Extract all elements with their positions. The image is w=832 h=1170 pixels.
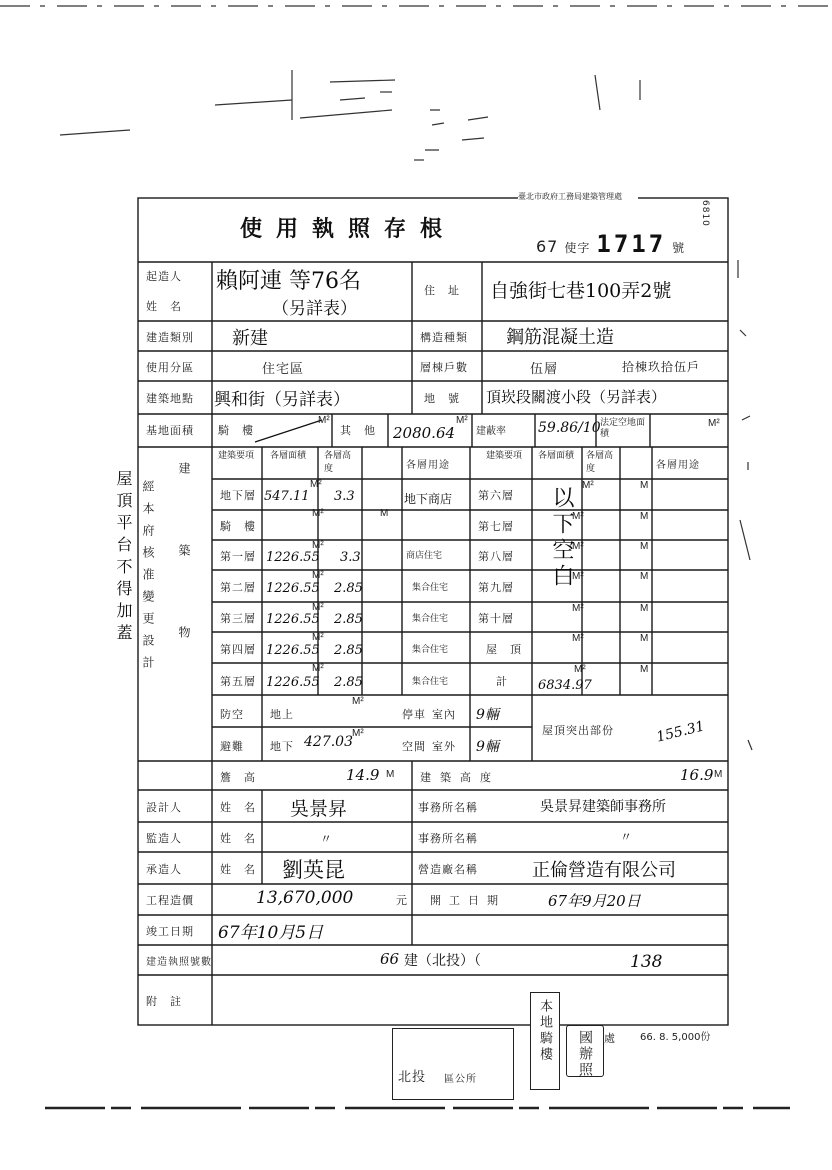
- label-eaves-height: 簷 高: [220, 771, 256, 784]
- site-location: 興和街（另詳表）: [214, 390, 350, 410]
- supervisor-name: 〃: [320, 832, 333, 846]
- label-floor9: 第九層: [478, 581, 514, 594]
- permit-year: 66: [380, 950, 400, 968]
- license-suffix: 號: [672, 241, 686, 255]
- unit-rooftop-height: M: [640, 633, 649, 644]
- corner-number: 6810: [700, 200, 710, 227]
- unit-floor6-area: M²: [582, 480, 594, 491]
- label-floor8: 第八層: [478, 550, 514, 563]
- bottom-stamp-b: 區公所: [444, 1074, 477, 1085]
- label-site-area: 基地面積: [146, 424, 194, 437]
- floor5-area: 1226.55: [266, 675, 320, 690]
- footer-print: 66. 8. 5,000份: [640, 1032, 711, 1043]
- col-area-left: 各層面積: [270, 451, 307, 461]
- unit-floor10-area: M²: [572, 603, 584, 614]
- label-air-raid: 防空: [220, 708, 244, 721]
- label-indoor: 室內: [432, 708, 456, 721]
- label-complete-date: 竣工日期: [146, 925, 194, 938]
- label-note: 附 註: [146, 995, 182, 1008]
- office-stamp-text: 臺北市政府工務局建築管理處: [518, 192, 622, 201]
- floor4-height: 2.85: [334, 643, 363, 658]
- unit-arcade-floor-height: M: [380, 508, 389, 519]
- unit-arcade-floor-area: M²: [312, 508, 324, 519]
- parking-indoor: 9輛: [476, 707, 499, 723]
- start-date: 67年9月20日: [548, 892, 641, 910]
- parking-outdoor: 9輛: [476, 739, 499, 755]
- supervisor-office: 〃: [620, 830, 633, 844]
- col-item-left: 建築要項: [218, 451, 255, 461]
- label-floor3: 第三層: [220, 612, 256, 625]
- unit-open-space: M²: [708, 418, 720, 429]
- floor5-use: 集合住宅: [412, 677, 449, 687]
- label-floor6: 第六層: [478, 489, 514, 502]
- units: 拾棟玖拾伍戶: [622, 360, 701, 374]
- label-coverage: 建蔽率: [476, 426, 506, 437]
- unit-floor1-area: M²: [312, 540, 324, 551]
- label-parking: 停車: [402, 708, 426, 721]
- label-space: 空間: [402, 740, 426, 753]
- label-cost: 工程造價: [146, 894, 194, 907]
- permit-district: 建（北投）（: [404, 953, 481, 969]
- unit-floor6-height: M: [640, 480, 649, 491]
- col-height-right: 各層高度: [586, 451, 614, 474]
- total-area: 6834.97: [538, 678, 592, 693]
- license-number: 1717: [596, 230, 667, 258]
- col-use-left: 各層用途: [406, 460, 450, 471]
- license-number-block: [536, 230, 685, 258]
- col-item-right: 建築要項: [486, 451, 523, 461]
- label-company: 營造廠名稱: [418, 863, 478, 876]
- label-shelter: 避難: [220, 740, 244, 753]
- label-ground-below: 地下: [270, 740, 294, 753]
- unit-floor9-height: M: [640, 571, 649, 582]
- builder-address: 自強街七巷100弄2號: [490, 280, 672, 302]
- label-total: 計: [496, 675, 508, 688]
- floor4-area: 1226.55: [266, 643, 320, 658]
- eaves-height: 14.9: [346, 766, 380, 784]
- side-stamp: 經本府核准變更設計: [141, 480, 155, 678]
- floor3-use: 集合住宅: [412, 614, 449, 624]
- label-protrusion: 屋頂突出部份: [542, 724, 614, 737]
- label-arcade-area: 騎 樓: [218, 424, 254, 437]
- col-height-left: 各層高度: [324, 451, 352, 474]
- approval-seal-3: 處: [604, 1032, 616, 1045]
- label-building-vertical: 建築物: [177, 462, 191, 708]
- floor4-use: 集合住宅: [412, 645, 449, 655]
- unit-floor7-area: M²: [572, 511, 584, 522]
- label-building-type: 建造類別: [146, 331, 194, 344]
- upper-blank-note: 以下空白: [549, 486, 574, 590]
- label-designer-office: 事務所名稱: [418, 801, 478, 814]
- designer-name: 吳景昇: [290, 798, 348, 820]
- builder-name: 賴阿連 等76名: [216, 269, 361, 294]
- label-site-location: 建築地點: [146, 392, 194, 405]
- col-area-right: 各層面積: [538, 451, 575, 461]
- license-year: 67: [536, 237, 559, 256]
- unit-total: M²: [574, 664, 586, 675]
- label-outdoor: 室外: [432, 740, 456, 753]
- floors: 伍層: [530, 362, 559, 377]
- left-margin-note: 屋頂平台不得加蓋: [114, 470, 133, 646]
- label-floor2: 第二層: [220, 581, 256, 594]
- unit-basement-area: M²: [310, 479, 322, 490]
- unit-rooftop-area: M²: [572, 633, 584, 644]
- designer-office: 吳景昇建築師事務所: [540, 799, 666, 815]
- label-builder: 起造人: [146, 270, 182, 283]
- approval-seal-1: [530, 992, 560, 1090]
- label-floor10: 第十層: [478, 612, 514, 625]
- approval-seal-2-text: 國辦照: [577, 1030, 593, 1078]
- unit-floor7-height: M: [640, 511, 649, 522]
- unit-floor3-area: M²: [312, 602, 324, 613]
- floor1-height: 3.3: [340, 550, 361, 565]
- unit-eaves-height: M: [386, 769, 395, 780]
- label-floor4: 第四層: [220, 643, 256, 656]
- unit-arcade: M²: [318, 415, 330, 426]
- unit-floor8-area: M²: [572, 541, 584, 552]
- floor3-area: 1226.55: [266, 612, 320, 627]
- label-ground-above: 地上: [270, 708, 294, 721]
- zoning: 住宅區: [262, 362, 305, 377]
- floor1-area: 1226.55: [266, 550, 320, 565]
- label-supervisor-name: 姓 名: [220, 832, 256, 845]
- label-floors-units: 層棟戶數: [420, 361, 468, 374]
- label-address: 住 址: [424, 284, 460, 297]
- label-lot: 地 號: [424, 392, 460, 405]
- contractor-name: 劉英昆: [282, 858, 345, 882]
- label-supervisor: 監造人: [146, 832, 182, 845]
- label-structure: 構造種類: [420, 331, 468, 344]
- label-floor7: 第七層: [478, 520, 514, 533]
- floor2-height: 2.85: [334, 581, 363, 596]
- col-use-right: 各層用途: [656, 460, 700, 471]
- unit-floor10-height: M: [640, 603, 649, 614]
- label-start-date: 開工日期: [430, 894, 506, 907]
- label-designer: 設計人: [146, 801, 182, 814]
- unit-floor5-area: M²: [312, 663, 324, 674]
- license-prefix: 使字: [564, 241, 591, 255]
- basement-use: 地下商店: [404, 492, 453, 506]
- lot-number: 頂崁段關渡小段（另詳表）: [486, 388, 667, 406]
- basement-area: 547.11: [264, 489, 310, 504]
- company-name: 正倫營造有限公司: [532, 860, 676, 881]
- floor2-use: 集合住宅: [412, 583, 449, 593]
- label-other-area: 其 他: [340, 424, 376, 437]
- unit-ground-above: M²: [352, 696, 364, 707]
- label-floor1: 第一層: [220, 550, 256, 563]
- floor2-area: 1226.55: [266, 581, 320, 596]
- unit-total-height: M: [640, 664, 649, 675]
- label-supervisor-office: 事務所名稱: [418, 832, 478, 845]
- unit-other: M²: [456, 415, 468, 426]
- basement-height: 3.3: [334, 489, 355, 504]
- structure-type: 鋼筋混凝土造: [506, 327, 614, 348]
- unit-floor2-area: M²: [312, 570, 324, 581]
- label-builder-name: 姓 名: [146, 300, 182, 313]
- approval-seal-1-text: 本地騎樓: [537, 999, 552, 1063]
- label-zoning: 使用分區: [146, 361, 194, 374]
- unit-building-height: M: [714, 769, 723, 780]
- floor1-use: 商店住宅: [406, 551, 443, 561]
- unit-floor4-area: M²: [312, 632, 324, 643]
- builder-name-note: （另詳表）: [272, 299, 357, 319]
- label-designer-name: 姓 名: [220, 801, 256, 814]
- label-floor5: 第五層: [220, 675, 256, 688]
- unit-ground-below: M²: [352, 728, 364, 739]
- label-arcade-floor: 騎 樓: [220, 520, 256, 533]
- coverage-ratio: 59.86/10: [538, 420, 601, 436]
- office-stamp: [518, 192, 638, 220]
- building-height: 16.9: [680, 766, 714, 784]
- label-permit-no: 建造執照號數: [146, 957, 212, 968]
- label-contractor: 承造人: [146, 863, 182, 876]
- construction-cost: 13,670,000: [256, 888, 354, 908]
- unit-floor9-area: M²: [572, 571, 584, 582]
- approval-seal-2: [566, 1025, 604, 1077]
- shelter-below-area: 427.03: [304, 734, 353, 750]
- floor3-height: 2.85: [334, 612, 363, 627]
- label-contractor-name: 姓 名: [220, 863, 256, 876]
- protrusion-area: 155.31: [654, 718, 707, 746]
- form-title: 使用執照存根: [240, 216, 457, 242]
- complete-date: 67年10月5日: [218, 923, 324, 943]
- building-type: 新建: [232, 328, 268, 349]
- label-basement: 地下層: [220, 489, 256, 502]
- unit-yuan: 元: [396, 894, 408, 907]
- bottom-stamp-a: 北投: [398, 1070, 427, 1085]
- permit-num: 138: [630, 952, 663, 972]
- bottom-stamp-frame: [392, 1028, 514, 1100]
- label-building-height: 建築高度: [420, 771, 500, 784]
- label-legal-open-space: 法定空地面積: [600, 418, 646, 439]
- unit-floor8-height: M: [640, 541, 649, 552]
- other-area: 2080.64: [393, 424, 456, 442]
- label-rooftop: 屋 頂: [486, 643, 522, 656]
- floor5-height: 2.85: [334, 675, 363, 690]
